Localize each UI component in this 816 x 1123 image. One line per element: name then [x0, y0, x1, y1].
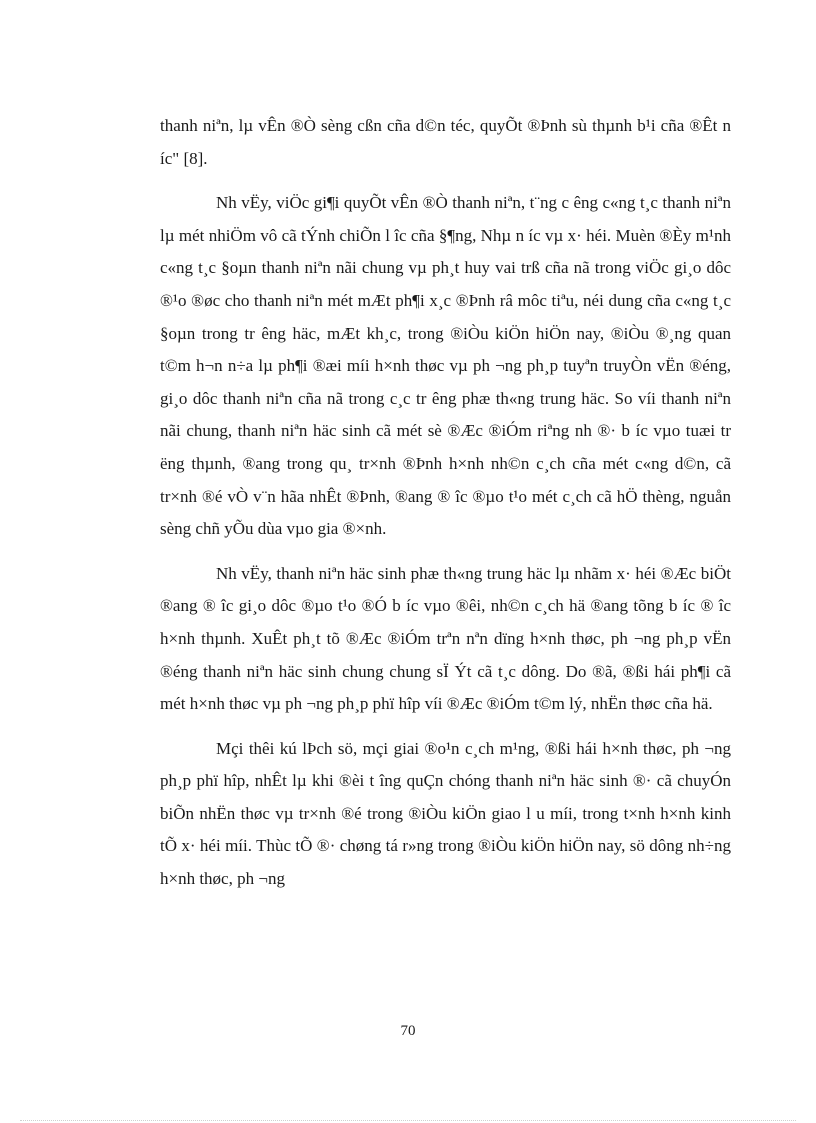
body-text	[160, 110, 731, 908]
paragraph-4: Mçi thêi kú lÞch sö, mçi giai ®o¹n c¸ch m¹ng, ®ßi hái h×nh thøc, ph ¬ng ph¸p phï hîp, nhÊt lµ khi ®èi t îng quÇn chóng thanh niªn häc sinh ®· cã chuyÓn biÕn nhËn thøc vµ tr×nh ®é trong ®iÒu kiÖn giao l u míi, trong t×nh h×nh kinh tÕ x· héi míi. Thùc tÕ ®· chøng tá r»ng trong ®iÒu kiÖn hiÖn nay, sö dông nh÷ng h×nh thøc, ph ¬ng	[160, 738, 731, 889]
paragraph-2: Nh vËy, viÖc gi¶i quyÕt vÊn ®Ò thanh niªn, t¨ng c êng c«ng t¸c thanh niªn lµ mét nhiÖm vô cã tÝnh chiÕn l îc cña §¶ng, Nhµ n íc vµ x· héi. Muèn ®Èy m¹nh c«ng t¸c §oµn thanh niªn nãi chung vµ ph¸t huy vai trß cña nã trong viÖc gi¸o dôc ®¹o ®øc cho thanh niªn mét mÆt ph¶i x¸c ®Þnh râ môc tiªu, néi dung cña c«ng t¸c §oµn trong tr êng häc, mÆt kh¸c, trong ®iÒu kiÖn hiÖn nay, ®iÒu ®¸ng quan t©m h¬n n÷a lµ ph¶i ®æi míi h×nh thøc vµ ph ¬ng ph¸p tuyªn truyÒn vËn ®éng, gi¸o dôc thanh niªn cña nã trong c¸c tr êng phæ th«ng trung häc. So víi thanh niªn nãi chung, thanh niªn häc sinh cã mét sè ®Æc ®iÓm riªng nh ®· b íc vµo tuæi tr ëng thµnh, ®ang trong qu¸ tr×nh ®Þnh h×nh nh©n c¸ch cña mét c«ng d©n, cã tr×nh ®é vÒ v¨n hãa nhÊt ®Þnh, ®ang ® îc ®µo t¹o mét c¸ch cã hÖ thèng, nguån sèng chñ yÕu dùa vµo gia ®×nh.	[160, 193, 731, 539]
page-bottom-divider	[20, 1120, 796, 1121]
paragraph-1: thanh niªn, lµ vÊn ®Ò sèng cßn cña d©n téc, quyÕt ®Þnh sù thµnh b¹i cña ®Êt n íc" [8].	[160, 116, 731, 168]
page-number: 70	[400, 1023, 416, 1039]
paragraph-3: Nh vËy, thanh niªn häc sinh phæ th«ng trung häc lµ nhãm x· héi ®Æc biÖt ®ang ® îc gi¸o dôc ®µo t¹o ®Ó b íc vµo ®êi, nh©n c¸ch hä ®ang tõng b íc ® îc h×nh thµnh. XuÊt ph¸t tõ ®Æc ®iÓm trªn nªn dïng h×nh thøc, ph ¬ng ph¸p vËn ®éng thanh niªn häc sinh chung chung sÏ Ýt cã t¸c dông. Do ®ã, ®ßi hái ph¶i cã mét h×nh thøc vµ ph ¬ng ph¸p phï hîp víi ®Æc ®iÓm t©m lý, nhËn thøc cña hä.	[160, 563, 731, 714]
